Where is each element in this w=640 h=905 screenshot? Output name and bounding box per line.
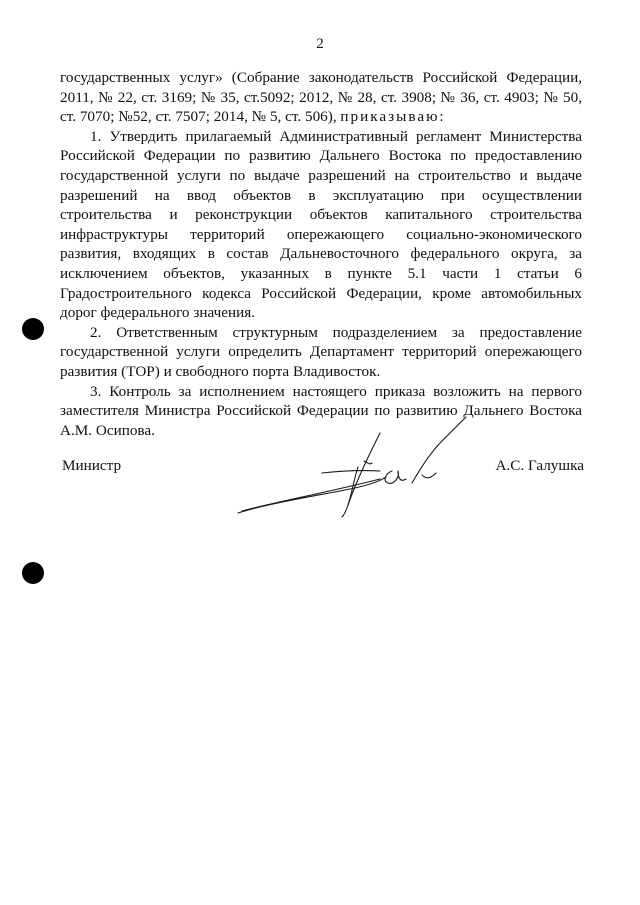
order-item-2: 2. Ответственным структурным подразделением за предоставление государственной услуги определить Департамент территорий опережающего развития (ТОР) и свободного порта Владивосток. xyxy=(60,323,582,380)
signer-name: А.С. Галушка xyxy=(495,457,584,474)
handwritten-signature xyxy=(230,413,470,523)
binder-hole-mark xyxy=(22,318,44,340)
document-body xyxy=(60,68,582,440)
binder-hole-mark xyxy=(22,562,44,584)
page-number: 2 xyxy=(316,36,324,52)
signature-block xyxy=(60,457,584,527)
order-item-1: 1. Утвердить прилагаемый Административный регламент Министерства Российской Федерации по развитию Дальнего Востока по предоставлению государственной услуги по выдаче разрешений на строительство и выдаче разрешений на ввод объектов в эксплуатацию при осуществлении строительства и реконструкции объектов капитального строительства инфраструктуры территорий опережающего социально-экономического развития, входящих в состав Дальневосточного федерального округа, за исключением объектов, указанных в пункте 5.1 части 1 статьи 6 Градостроительного кодекса Российской Федерации, кроме автомобильных дорог федерального значения. xyxy=(60,127,582,322)
intro-text: государственных услуг» (Собрание законодательств Российской Федерации, 2011, № 22, ст. 3169; № 35, ст.5092; 2012, № 28, ст. 3908; № 36, ст. 4903; № 50, ст. 7070; №52, ст. 7507; 2014, № 5, ст. 506), xyxy=(60,69,582,126)
order-keyword: приказываю: xyxy=(340,108,446,126)
order-item-3: 3. Контроль за исполнением настоящего приказа возложить на первого заместителя Министра Российской Федерации по развитию Дальнего Востока А.М. Осипова. xyxy=(60,382,582,439)
signer-position: Министр xyxy=(62,457,122,474)
intro-paragraph xyxy=(60,68,582,127)
